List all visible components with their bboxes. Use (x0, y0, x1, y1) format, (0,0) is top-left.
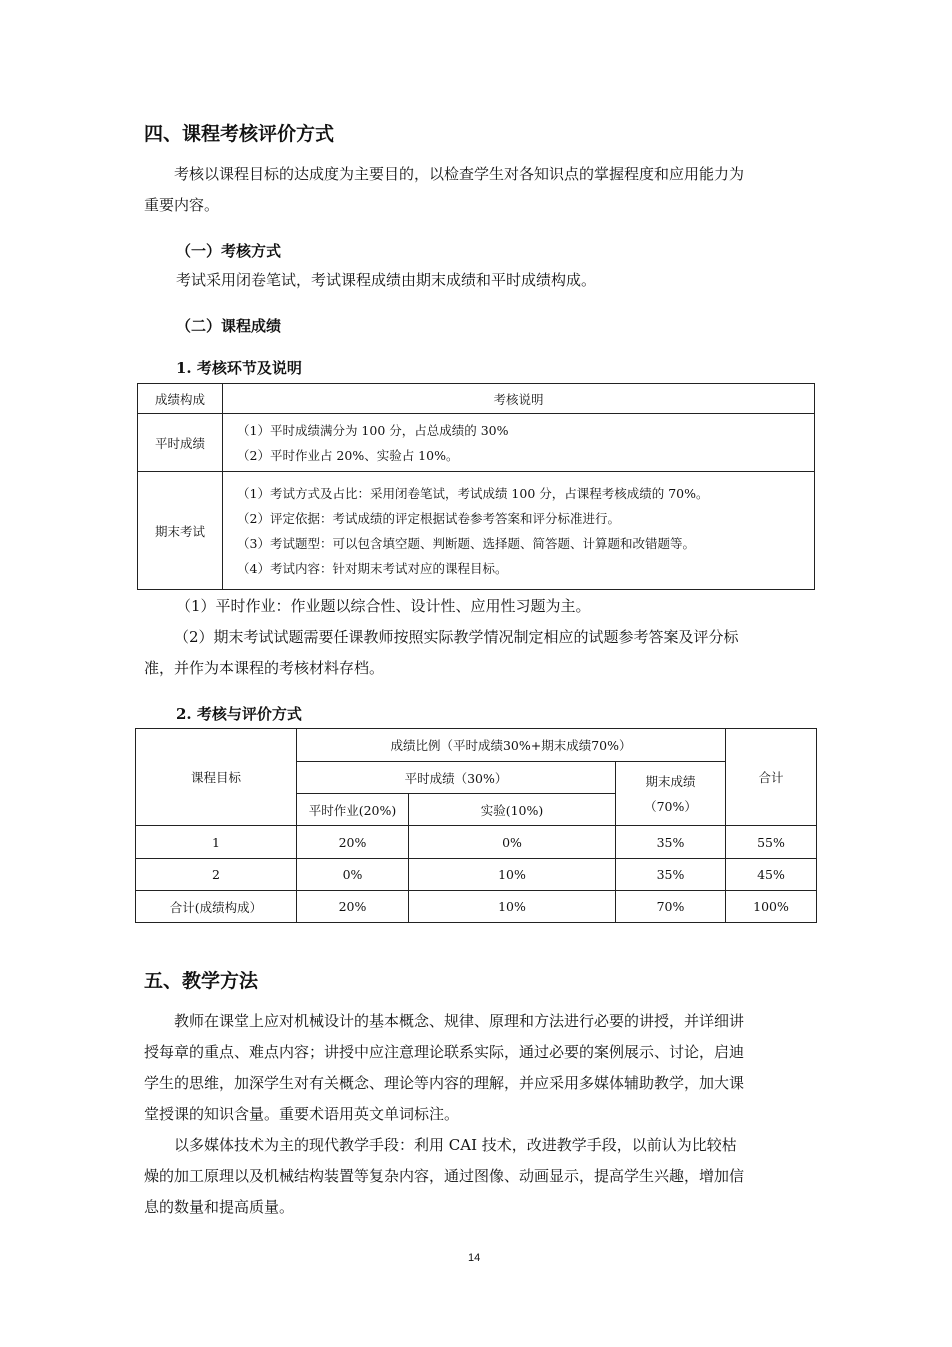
table-header-row (138, 384, 815, 414)
table-cell: 20% (297, 891, 409, 923)
table-cell: 0% (297, 859, 409, 891)
evaluation-table (135, 728, 817, 923)
description-item: （2）平时作业占 20%、实验占 10%。 (237, 447, 459, 463)
subsection-1-text: 考试采用闭卷笔试，考试课程成绩由期末成绩和平时成绩构成。 (176, 271, 597, 289)
table-header-cell: 考核说明 (223, 384, 815, 414)
table-cell: 35% (616, 859, 726, 891)
row-name: 平时成绩 (138, 414, 223, 472)
note-2-line-2: 准，并作为本课程的考核材料存档。 (144, 659, 385, 677)
subsection-2-title: （二）课程成绩 (176, 317, 282, 335)
table-header-cell: 成绩构成 (138, 384, 223, 414)
table-header-row (136, 729, 817, 762)
ratio-header: 成绩比例（平时成绩30%+期末成绩70%） (297, 729, 726, 762)
final-header-line-2: （70%） (644, 798, 697, 814)
paragraph-line: 学生的思维，加深学生对有关概念、理论等内容的理解，并应采用多媒体辅助教学，加大课 (144, 1074, 745, 1092)
paragraph-line: 以多媒体技术为主的现代教学手段：利用 CAI 技术，改进教学手段，以前认为比较枯 (174, 1136, 737, 1154)
paragraph-line: 教师在课堂上应对机械设计的基本概念、规律、原理和方法进行必要的讲授，并详细讲 (174, 1012, 745, 1030)
table-cell: 55% (726, 826, 817, 859)
note-2 (144, 622, 824, 684)
table2-title: 2. 考核与评价方式 (176, 705, 302, 723)
table-cell: 1 (136, 826, 297, 859)
homework-header: 平时作业(20%) (297, 794, 409, 826)
table-cell: 10% (409, 859, 616, 891)
teaching-paragraph-2 (144, 1130, 824, 1223)
section-4-title: 四、课程考核评价方式 (144, 123, 335, 145)
description-item: （3）考试题型：可以包含填空题、判断题、选择题、简答题、计算题和改错题等。 (237, 535, 695, 551)
table-row (138, 472, 815, 590)
paragraph-line: 堂授课的知识含量。重要术语用英文单词标注。 (144, 1105, 460, 1123)
intro-paragraph (144, 159, 824, 221)
description-item: （1）平时成绩满分为 100 分，占总成绩的 30% (237, 422, 509, 438)
section-5-title: 五、教学方法 (144, 970, 259, 992)
table1-title: 1. 考核环节及说明 (176, 359, 302, 377)
intro-line-1: 考核以课程目标的达成度为主要目的，以检查学生对各知识点的掌握程度和应用能力为 (174, 165, 745, 183)
description-item: （4）考试内容：针对期末考试对应的课程目标。 (237, 560, 508, 576)
table-cell: 70% (616, 891, 726, 923)
table-cell: 合计(成绩构成） (136, 891, 297, 923)
description-item: （1）考试方式及占比：采用闭卷笔试，考试成绩 100 分，占课程考核成绩的 70%。 (237, 485, 709, 501)
table-cell: 45% (726, 859, 817, 891)
final-header-line-1: 期末成绩 (645, 773, 696, 789)
assessment-table (137, 383, 815, 590)
row-name: 期末考试 (138, 472, 223, 590)
intro-line-2: 重要内容。 (144, 196, 220, 214)
regular-header: 平时成绩（30%） (297, 762, 616, 794)
table-cell: 35% (616, 826, 726, 859)
note-1: （1）平时作业：作业题以综合性、设计性、应用性习题为主。 (176, 597, 591, 615)
goal-header: 课程目标 (136, 729, 297, 826)
subsection-1-title: （一）考核方式 (176, 242, 282, 260)
paragraph-line: 燥的加工原理以及机械结构装置等复杂内容，通过图像、动画显示，提高学生兴趣，增加信 (144, 1167, 745, 1185)
paragraph-line: 息的数量和提高质量。 (144, 1198, 295, 1216)
page-number: 14 (468, 1252, 481, 1264)
final-header (616, 762, 726, 826)
lab-header: 实验(10%) (409, 794, 616, 826)
total-header: 合计 (726, 729, 817, 826)
table-row (136, 826, 817, 859)
table-row (138, 414, 815, 472)
table-cell: 10% (409, 891, 616, 923)
table-cell: 2 (136, 859, 297, 891)
teaching-paragraph-1 (144, 1006, 824, 1130)
table-cell: 0% (409, 826, 616, 859)
table-row (136, 859, 817, 891)
table-cell: 20% (297, 826, 409, 859)
row-description (223, 414, 815, 472)
table-cell: 100% (726, 891, 817, 923)
note-2-line-1: （2）期末考试试题需要任课教师按照实际教学情况制定相应的试题参考答案及评分标 (174, 628, 739, 646)
row-description (223, 472, 815, 590)
description-item: （2）评定依据：考试成绩的评定根据试卷参考答案和评分标准进行。 (237, 510, 620, 526)
table-row (136, 891, 817, 923)
paragraph-line: 授每章的重点、难点内容；讲授中应注意理论联系实际，通过必要的案例展示、讨论，启迪 (144, 1043, 745, 1061)
